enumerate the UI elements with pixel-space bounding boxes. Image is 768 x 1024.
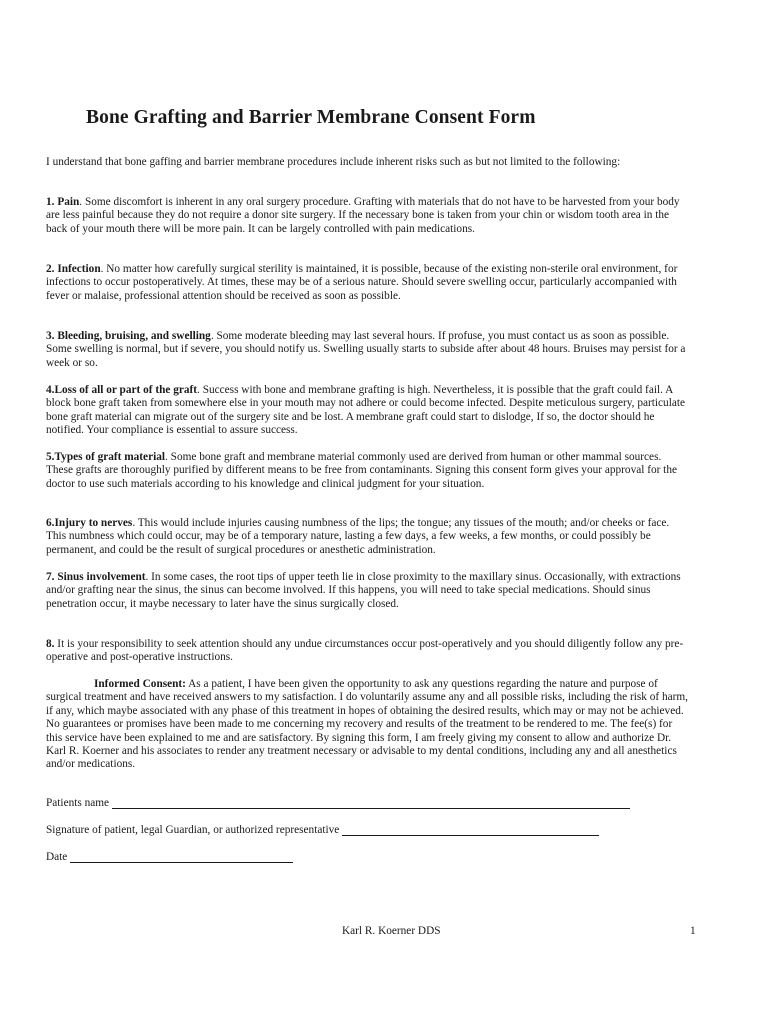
item-text: . This would include injuries causing numbness of the lips; the tongue; any tissues of the mouth; and/or cheeks or face. This numbness which could occur, may be of a temporary nature, lasting a few days, a few weeks, a few months, or could possibly be permanent, and could be the result of surgical procedures or anesthetic administration. [46,517,670,556]
responsibility-item [46,638,688,665]
item-text: . Some moderate bleeding may last several hours. If profuse, you must contact us as soon as possible. Some swelling is normal, but if severe, you should notify us. Swelling usually starts to subside after about 48 hours. Bruises may persist for a week or so. [46,330,686,369]
item-number: 7. [46,571,55,583]
item-number: 4. [46,384,55,396]
item-number: 3. [46,330,55,342]
item-text: . Some discomfort is inherent in any oral surgery procedure. Grafting with materials that do not have to be harvested from your body are less painful because they do not require a donor site surgery. If the necessary bone is taken from your chin or wisdom tooth area in the back of your mouth there will be more pain. It can be largely controlled with pain medications. [46,196,680,235]
risk-item-infection [46,263,688,303]
patient-name-label: Patients name [46,797,110,809]
item-text: . Some bone graft and membrane material commonly used are derived from human or other mammal sources. These grafts are thoroughly purified by different means to be free from contaminants. Signing this consent form gives your approval for the doctor to use such materials according to his knowledge and clinical judgment for your situation. [46,451,677,490]
item-heading: Loss of all or part of the graft [54,384,198,396]
item-heading: Sinus involvement [57,571,146,583]
item-number: 8. [46,638,55,650]
item-number: 1. [46,196,55,208]
date-label: Date [46,851,68,863]
item-text: It is your responsibility to seek attention should any undue circumstances occur post-operatively and you should diligently follow any pre-operative and post-operative instructions. [46,638,684,664]
footer-author: Karl R. Koerner DDS [342,925,441,937]
risk-item-graft-material [46,451,688,491]
item-heading: Bleeding, bruising, and swelling [57,330,211,342]
item-heading: Pain [57,196,80,208]
date-field [46,851,293,863]
item-heading: Injury to nerves [54,517,133,529]
consent-text: As a patient, I have been given the opportunity to ask any questions regarding the nature and purpose of surgical treatment and have received answers to my satisfaction. I do voluntarily assume any and all possible risks, including the risk of harm, if any, which maybe associated with any phase of this treatment in hopes of obtaining the desired results, which may or may not be achieved. No guarantees or promises have been made to me concerning my recovery and results of the treatment to be rendered to me. The fee(s) for this service have been explained to me and are satisfactory. By signing this form, I am freely giving my consent to allow and authorize Dr. Karl R. Koerner and his associates to render any treatment necessary or advisable to my dental conditions, including any and all anesthetics and/or medications. [46,678,688,771]
patient-name-line[interactable] [112,797,630,809]
risk-item-bleeding [46,330,688,370]
item-text: . In some cases, the root tips of upper teeth lie in close proximity to the maxillary sinus. Occasionally, with extractions and/or grafting near the sinus, the sinus can become involved. If this happens, you will need to take special medications. Should sinus penetration occur, it maybe necessary to later have the sinus surgically closed. [46,571,681,610]
informed-consent-paragraph [46,678,688,772]
patient-name-field [46,797,630,809]
risk-item-sinus [46,571,688,611]
risk-item-graft-loss [46,384,688,438]
item-text: . No matter how carefully surgical sterility is maintained, it is possible, because of the existing non-sterile oral environment, for infections to occur postoperatively. At times, these may be of a serious nature. Should severe swelling occur, particularly accompanied with fever or malaise, professional attention should be received as soon as possible. [46,263,678,302]
item-text: . Success with bone and membrane grafting is high. Nevertheless, it is possible that the graft could fail. A block bone graft taken from somewhere else in your mouth may not adhere or could become infected. Despite meticulous surgery, particulate bone graft material can migrate out of the surgery site and be lost. A membrane graft could start to dislodge, If so, the doctor should he notified. Your compliance is essential to assure success. [46,384,686,437]
signature-line[interactable] [342,824,599,836]
item-number: 2. [46,263,55,275]
intro-paragraph: I understand that bone gaffing and barrier membrane procedures include inherent risks such as but not limited to the following: [46,156,621,168]
item-heading: Types of graft material [54,451,166,463]
signature-label: Signature of patient, legal Guardian, or authorized representative [46,824,340,836]
risk-item-pain [46,196,688,236]
signature-field [46,824,599,836]
date-line[interactable] [70,851,293,863]
risk-item-nerve-injury [46,517,688,557]
consent-heading: Informed Consent: [94,678,186,690]
document-title: Bone Grafting and Barrier Membrane Consent Form [86,107,536,128]
item-number: 6. [46,517,55,529]
item-number: 5. [46,451,55,463]
page-number: 1 [690,925,696,937]
item-heading: Infection [57,263,101,275]
